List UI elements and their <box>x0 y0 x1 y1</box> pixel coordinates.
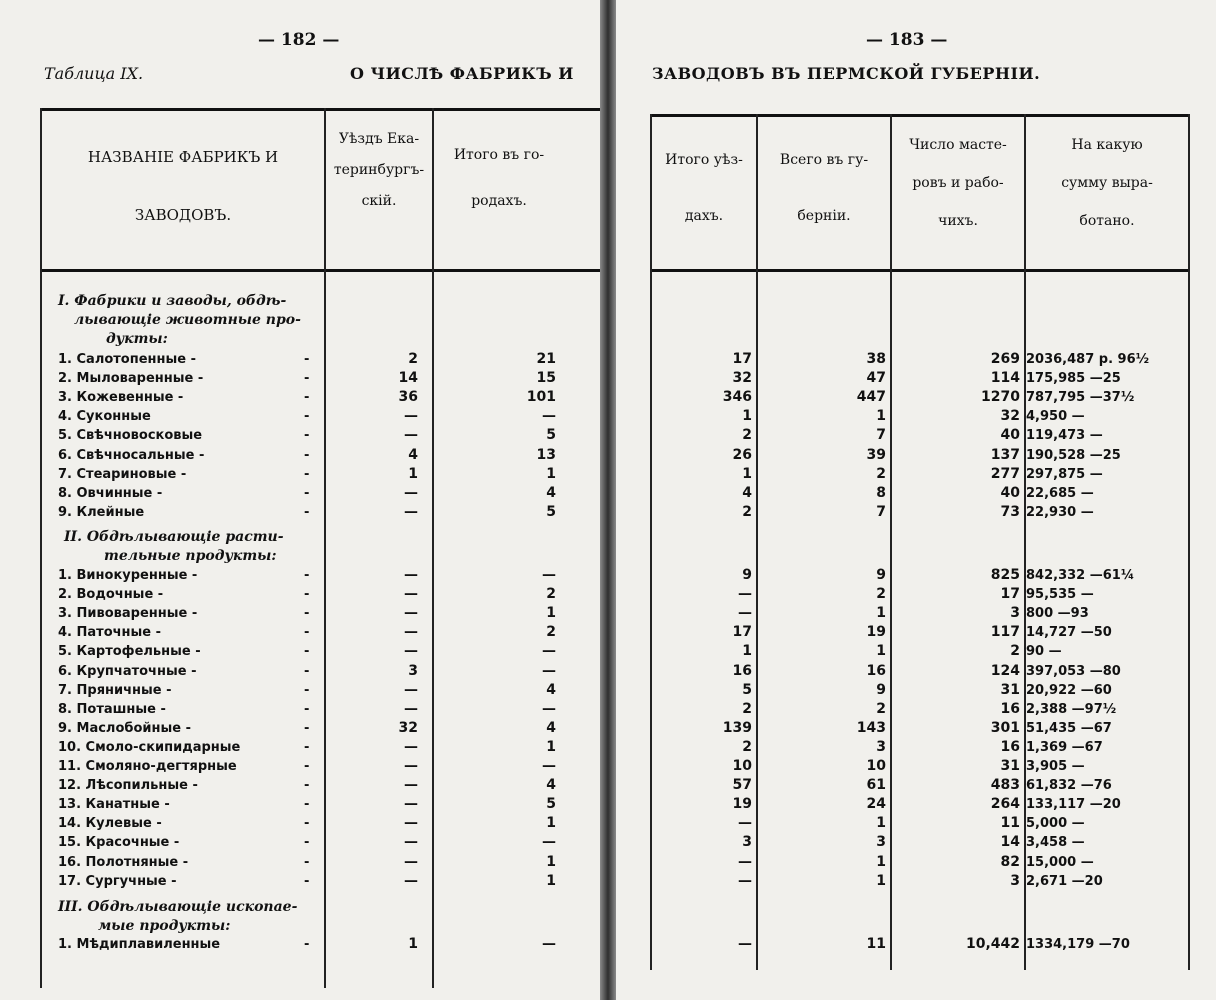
table-label: Таблица IX. <box>44 64 144 83</box>
row-name: 11. Смоляно-дегтярные <box>58 759 237 774</box>
row-value-workers: 11 <box>1000 815 1020 832</box>
row-dash: - <box>304 447 310 463</box>
row-value-gub: 9 <box>876 681 886 698</box>
row-dash: - <box>304 937 310 952</box>
row-value-sum: 3,458 — <box>1026 835 1085 851</box>
row-value-uezd: 2 <box>742 700 752 717</box>
row-name: 4. Суконные <box>58 409 151 425</box>
row-value-workers: 137 <box>990 446 1020 463</box>
row-value-ekb: — <box>404 586 418 603</box>
row-value-gub: 3 <box>876 738 886 755</box>
section-heading-3 <box>58 898 297 936</box>
row-value-gub: 1 <box>876 853 886 870</box>
row-value-ekb: — <box>404 643 418 660</box>
header-line: ровъ и рабо- <box>912 175 1004 191</box>
row-value-cities: 4 <box>546 777 556 794</box>
section-line: III. Обдѣлывающiе ископае- <box>58 899 298 915</box>
row-value-ekb: 3 <box>408 662 418 679</box>
row-value-cities: 13 <box>536 446 556 463</box>
header-line: чихъ. <box>938 213 978 229</box>
row-dash: - <box>304 568 310 583</box>
row-value-sum: 787,795 —37½ <box>1026 390 1135 406</box>
header-line: скiй. <box>361 193 397 209</box>
row-value-workers: 31 <box>1000 758 1020 774</box>
row-value-sum: 4,950 — <box>1026 409 1085 425</box>
column-divider <box>1188 114 1190 970</box>
row-value-ekb: — <box>404 872 418 889</box>
row-value-cities: 4 <box>546 719 556 736</box>
row-value-cities: 15 <box>536 370 556 387</box>
row-value-sum: 133,117 —20 <box>1026 797 1121 813</box>
row-value-gub: 7 <box>876 427 886 444</box>
row-value-cities: — <box>542 643 556 660</box>
row-value-cities: 2 <box>546 586 556 603</box>
row-value-workers: 301 <box>990 719 1020 736</box>
row-value-gub: 143 <box>856 719 886 736</box>
row-value-gub: 2 <box>876 700 886 717</box>
header-line: На какую <box>1071 137 1143 153</box>
row-name: 1. Салотопенные - <box>58 352 196 367</box>
header-line: ботано. <box>1079 213 1135 229</box>
row-value-uezd: 1 <box>742 465 752 482</box>
row-value-gub: 2 <box>876 465 886 482</box>
row-value-ekb: — <box>404 567 418 583</box>
row-name: 7. Пряничные - <box>58 682 172 698</box>
row-value-ekb: — <box>404 484 418 501</box>
row-value-workers: 3 <box>1010 605 1020 622</box>
row-value-workers: 40 <box>1000 427 1020 444</box>
row-value-cities: 101 <box>526 389 556 406</box>
row-dash: - <box>304 390 310 406</box>
row-value-cities: 5 <box>546 427 556 444</box>
row-value-sum: 119,473 — <box>1026 428 1103 444</box>
row-value-uezd: — <box>738 605 752 622</box>
row-value-gub: 7 <box>876 503 886 520</box>
row-value-sum: 3,905 — <box>1026 759 1085 774</box>
row-value-cities: — <box>542 567 556 583</box>
header-line: бернiи. <box>797 208 851 224</box>
row-value-uezd: 26 <box>732 446 752 463</box>
row-value-gub: 61 <box>866 777 886 794</box>
row-value-gub: 8 <box>876 484 886 501</box>
row-value-ekb: — <box>404 624 418 641</box>
row-name: 5. Свѣчновосковые <box>58 428 203 444</box>
row-value-uezd: 57 <box>732 777 752 794</box>
row-value-cities: 4 <box>546 484 556 501</box>
row-value-workers: 32 <box>1000 408 1020 425</box>
row-value-sum: 15,000 — <box>1026 854 1094 870</box>
row-value-gub: 24 <box>866 796 886 813</box>
row-value-gub: 11 <box>866 936 886 952</box>
row-value-ekb: 2 <box>408 351 418 367</box>
row-name: 3. Кожевенные - <box>58 390 184 406</box>
row-name: 14. Кулевые - <box>58 816 162 832</box>
row-name: 1. Мѣдиплавиленные <box>58 937 221 952</box>
row-value-sum: 20,922 —60 <box>1026 682 1112 698</box>
row-name: 13. Канатные - <box>58 797 170 813</box>
row-value-sum: 90 — <box>1026 644 1062 660</box>
row-value-workers: 82 <box>1000 853 1020 870</box>
row-value-sum: 800 —93 <box>1026 606 1089 622</box>
row-value-sum: 842,332 —61¼ <box>1026 568 1135 583</box>
column-header-name <box>42 128 324 244</box>
row-value-uezd: 1 <box>742 643 752 660</box>
header-line: дахъ. <box>684 208 724 224</box>
row-value-gub: 2 <box>876 586 886 603</box>
row-dash: - <box>304 352 310 367</box>
row-value-workers: 483 <box>990 777 1020 794</box>
row-value-uezd: 17 <box>732 351 752 367</box>
column-header-gub <box>758 132 890 244</box>
row-value-ekb: 36 <box>398 389 418 406</box>
row-value-sum: 1,369 —67 <box>1026 739 1103 755</box>
row-value-sum: 61,832 —76 <box>1026 778 1112 794</box>
page-header: ЗАВОДОВЪ ВЪ ПЕРМСКОЙ ГУБЕРНIИ. <box>652 64 1041 83</box>
row-value-ekb: — <box>404 853 418 870</box>
header-rule <box>650 269 1190 272</box>
column-header-ekb <box>326 124 432 217</box>
row-value-uezd: 17 <box>732 624 752 641</box>
row-value-cities: 5 <box>546 796 556 813</box>
row-dash: - <box>304 625 310 641</box>
row-name: 3. Пивоваренные - <box>58 606 198 622</box>
row-value-gub: 47 <box>866 370 886 387</box>
row-value-ekb: — <box>404 834 418 851</box>
column-divider <box>432 108 434 988</box>
row-value-sum: 95,535 — <box>1026 587 1094 603</box>
row-value-sum: 51,435 —67 <box>1026 720 1112 736</box>
row-value-uezd: 9 <box>742 567 752 583</box>
row-value-ekb: 1 <box>408 465 418 482</box>
row-value-ekb: — <box>404 758 418 774</box>
row-value-sum: 297,875 — <box>1026 466 1103 482</box>
row-value-uezd: — <box>738 872 752 889</box>
row-dash: - <box>304 816 310 832</box>
row-value-ekb: — <box>404 408 418 425</box>
section-heading-1 <box>58 292 301 349</box>
row-dash: - <box>304 606 310 622</box>
header-line: родахъ. <box>471 193 527 209</box>
section-line: дукты: <box>106 331 168 347</box>
row-dash: - <box>304 587 310 603</box>
header-line: сумму выра- <box>1061 175 1153 191</box>
row-value-cities: — <box>542 758 556 774</box>
row-value-gub: 19 <box>866 624 886 641</box>
row-value-gub: 3 <box>876 834 886 851</box>
header-line: теринбургъ- <box>333 162 425 178</box>
row-value-workers: 1270 <box>981 389 1020 406</box>
row-value-uezd: — <box>738 936 752 952</box>
row-name: 12. Лѣсопильные - <box>58 778 198 794</box>
row-name: 15. Красочные - <box>58 835 180 851</box>
row-value-cities: 1 <box>546 872 556 889</box>
row-value-cities: — <box>542 662 556 679</box>
row-value-gub: 38 <box>866 351 886 367</box>
row-dash: - <box>304 485 310 501</box>
row-value-ekb: — <box>404 503 418 520</box>
page-number: — 183 — <box>866 30 948 50</box>
row-value-uezd: 10 <box>732 758 752 774</box>
row-value-workers: 31 <box>1000 681 1020 698</box>
row-value-cities: 1 <box>546 815 556 832</box>
row-name: 9. Клейные <box>58 504 145 520</box>
row-value-sum: 22,930 — <box>1026 504 1094 520</box>
row-value-cities: — <box>542 408 556 425</box>
row-dash: - <box>304 701 310 717</box>
row-value-sum: 2036,487 р. 96½ <box>1026 352 1150 367</box>
page-header: О ЧИСЛѢ ФАБРИКЪ И <box>350 64 574 83</box>
row-value-cities: 2 <box>546 624 556 641</box>
row-value-workers: 117 <box>990 624 1020 641</box>
row-value-workers: 269 <box>990 351 1020 367</box>
row-name: 2. Водочные - <box>58 587 164 603</box>
row-dash: - <box>304 873 310 889</box>
row-value-cities: 1 <box>546 605 556 622</box>
row-name: 10. Смоло-скипидарные <box>58 739 241 755</box>
row-value-gub: 1 <box>876 408 886 425</box>
row-value-workers: 10,442 <box>965 936 1020 952</box>
row-dash: - <box>304 409 310 425</box>
row-value-gub: 39 <box>866 446 886 463</box>
row-value-uezd: 4 <box>742 484 752 501</box>
section-heading-2 <box>64 528 284 566</box>
row-name: 9. Маслобойные - <box>58 720 191 736</box>
row-value-workers: 2 <box>1010 643 1020 660</box>
row-name: 8. Овчинные - <box>58 485 163 501</box>
row-value-sum: 2,671 —20 <box>1026 873 1103 889</box>
row-value-uezd: 2 <box>742 427 752 444</box>
row-value-ekb: 14 <box>398 370 418 387</box>
row-value-ekb: — <box>404 815 418 832</box>
row-value-sum: 175,985 —25 <box>1026 371 1121 387</box>
row-value-cities: 5 <box>546 503 556 520</box>
row-value-cities: 21 <box>536 351 556 367</box>
row-value-sum: 22,685 — <box>1026 485 1094 501</box>
row-name: 1. Винокуренные - <box>58 568 198 583</box>
row-value-ekb: 32 <box>398 719 418 736</box>
section-line: лывающiе животные про- <box>74 312 301 328</box>
header-line: Итого въ го- <box>453 147 545 163</box>
row-name: 6. Свѣчносальные - <box>58 447 205 463</box>
row-value-workers: 825 <box>990 567 1020 583</box>
section-line: мые продукты: <box>98 918 231 934</box>
row-value-gub: 9 <box>876 567 886 583</box>
row-name: 2. Мыловаренные - <box>58 371 204 387</box>
row-dash: - <box>304 854 310 870</box>
row-value-sum: 1334,179 —70 <box>1026 937 1130 952</box>
row-dash: - <box>304 371 310 387</box>
row-name: 4. Паточные - <box>58 625 162 641</box>
header-line: НАЗВАНIЕ ФАБРИКЪ И <box>87 148 279 166</box>
column-header-workers <box>892 126 1024 240</box>
row-dash: - <box>304 739 310 755</box>
left-page <box>0 0 600 1000</box>
row-value-ekb: — <box>404 777 418 794</box>
row-value-uezd: 346 <box>722 389 752 406</box>
row-value-cities: — <box>542 700 556 717</box>
book-gutter <box>600 0 616 1000</box>
row-value-ekb: — <box>404 700 418 717</box>
row-value-uezd: 1 <box>742 408 752 425</box>
row-name: 6. Крупчаточные - <box>58 663 197 679</box>
row-value-uezd: — <box>738 586 752 603</box>
header-line: Всего въ гу- <box>779 152 869 168</box>
row-value-ekb: — <box>404 681 418 698</box>
row-value-workers: 264 <box>990 796 1020 813</box>
row-value-uezd: 2 <box>742 738 752 755</box>
row-value-uezd: 32 <box>732 370 752 387</box>
row-value-uezd: 2 <box>742 503 752 520</box>
row-value-workers: 73 <box>1000 503 1020 520</box>
row-value-workers: 14 <box>1000 834 1020 851</box>
row-dash: - <box>304 504 310 520</box>
row-value-cities: 1 <box>546 738 556 755</box>
row-value-sum: 190,528 —25 <box>1026 447 1121 463</box>
row-value-workers: 3 <box>1010 872 1020 889</box>
header-rule <box>40 269 600 272</box>
row-value-workers: 277 <box>990 465 1020 482</box>
row-value-cities: 4 <box>546 681 556 698</box>
row-value-cities: — <box>542 936 556 952</box>
row-value-cities: — <box>542 834 556 851</box>
row-value-cities: 1 <box>546 853 556 870</box>
top-rule <box>650 114 1190 117</box>
row-value-ekb: — <box>404 738 418 755</box>
row-value-sum: 5,000 — <box>1026 816 1085 832</box>
row-name: 7. Стеариновые - <box>58 466 187 482</box>
row-name: 8. Поташные - <box>58 701 166 717</box>
row-value-sum: 2,388 —97½ <box>1026 701 1117 717</box>
row-value-ekb: — <box>404 427 418 444</box>
column-header-sum <box>1026 126 1188 240</box>
row-name: 5. Картофельные - <box>58 644 201 660</box>
section-line: тельные продукты: <box>104 548 277 564</box>
row-value-gub: 1 <box>876 815 886 832</box>
section-line: I. Фабрики и заводы, обдѣ- <box>58 293 287 309</box>
row-dash: - <box>304 644 310 660</box>
header-line: Уѣздъ Ека- <box>338 131 420 147</box>
column-header-uezd <box>652 132 756 244</box>
row-value-workers: 16 <box>1000 738 1020 755</box>
row-value-ekb: — <box>404 605 418 622</box>
row-dash: - <box>304 720 310 736</box>
row-value-uezd: — <box>738 815 752 832</box>
row-name: 16. Полотняные - <box>58 854 189 870</box>
header-line: ЗАВОДОВЪ. <box>134 206 232 224</box>
header-line: Число масте- <box>909 137 1007 153</box>
row-value-ekb: — <box>404 796 418 813</box>
row-value-cities: 1 <box>546 465 556 482</box>
row-value-ekb: 1 <box>408 936 418 952</box>
row-value-sum: 14,727 —50 <box>1026 625 1112 641</box>
row-value-ekb: 4 <box>408 446 418 463</box>
header-line: Итого уѣз- <box>665 152 743 168</box>
row-value-gub: 1 <box>876 643 886 660</box>
row-value-gub: 10 <box>866 758 886 774</box>
row-value-uezd: 3 <box>742 834 752 851</box>
row-dash: - <box>304 835 310 851</box>
row-dash: - <box>304 466 310 482</box>
row-value-uezd: — <box>738 853 752 870</box>
page-number: — 182 — <box>258 30 340 50</box>
row-value-workers: 40 <box>1000 484 1020 501</box>
row-value-uezd: 19 <box>732 796 752 813</box>
column-divider <box>324 108 326 988</box>
right-page <box>616 0 1216 1000</box>
row-value-uezd: 5 <box>742 681 752 698</box>
row-dash: - <box>304 663 310 679</box>
column-divider <box>890 114 892 970</box>
row-dash: - <box>304 778 310 794</box>
row-value-gub: 447 <box>856 389 886 406</box>
row-dash: - <box>304 797 310 813</box>
section-line: II. Обдѣлывающiе расти- <box>64 529 284 545</box>
row-value-gub: 16 <box>866 662 886 679</box>
row-name: 17. Сургучные - <box>58 873 177 889</box>
row-value-gub: 1 <box>876 605 886 622</box>
row-value-workers: 114 <box>990 370 1020 387</box>
row-dash: - <box>304 682 310 698</box>
row-dash: - <box>304 759 310 774</box>
row-value-workers: 16 <box>1000 700 1020 717</box>
row-value-uezd: 16 <box>732 662 752 679</box>
row-value-workers: 124 <box>990 662 1020 679</box>
top-rule <box>40 108 600 111</box>
row-dash: - <box>304 428 310 444</box>
row-value-gub: 1 <box>876 872 886 889</box>
row-value-sum: 397,053 —80 <box>1026 663 1121 679</box>
row-value-workers: 17 <box>1000 586 1020 603</box>
column-header-cities <box>434 132 564 224</box>
row-value-uezd: 139 <box>722 719 752 736</box>
